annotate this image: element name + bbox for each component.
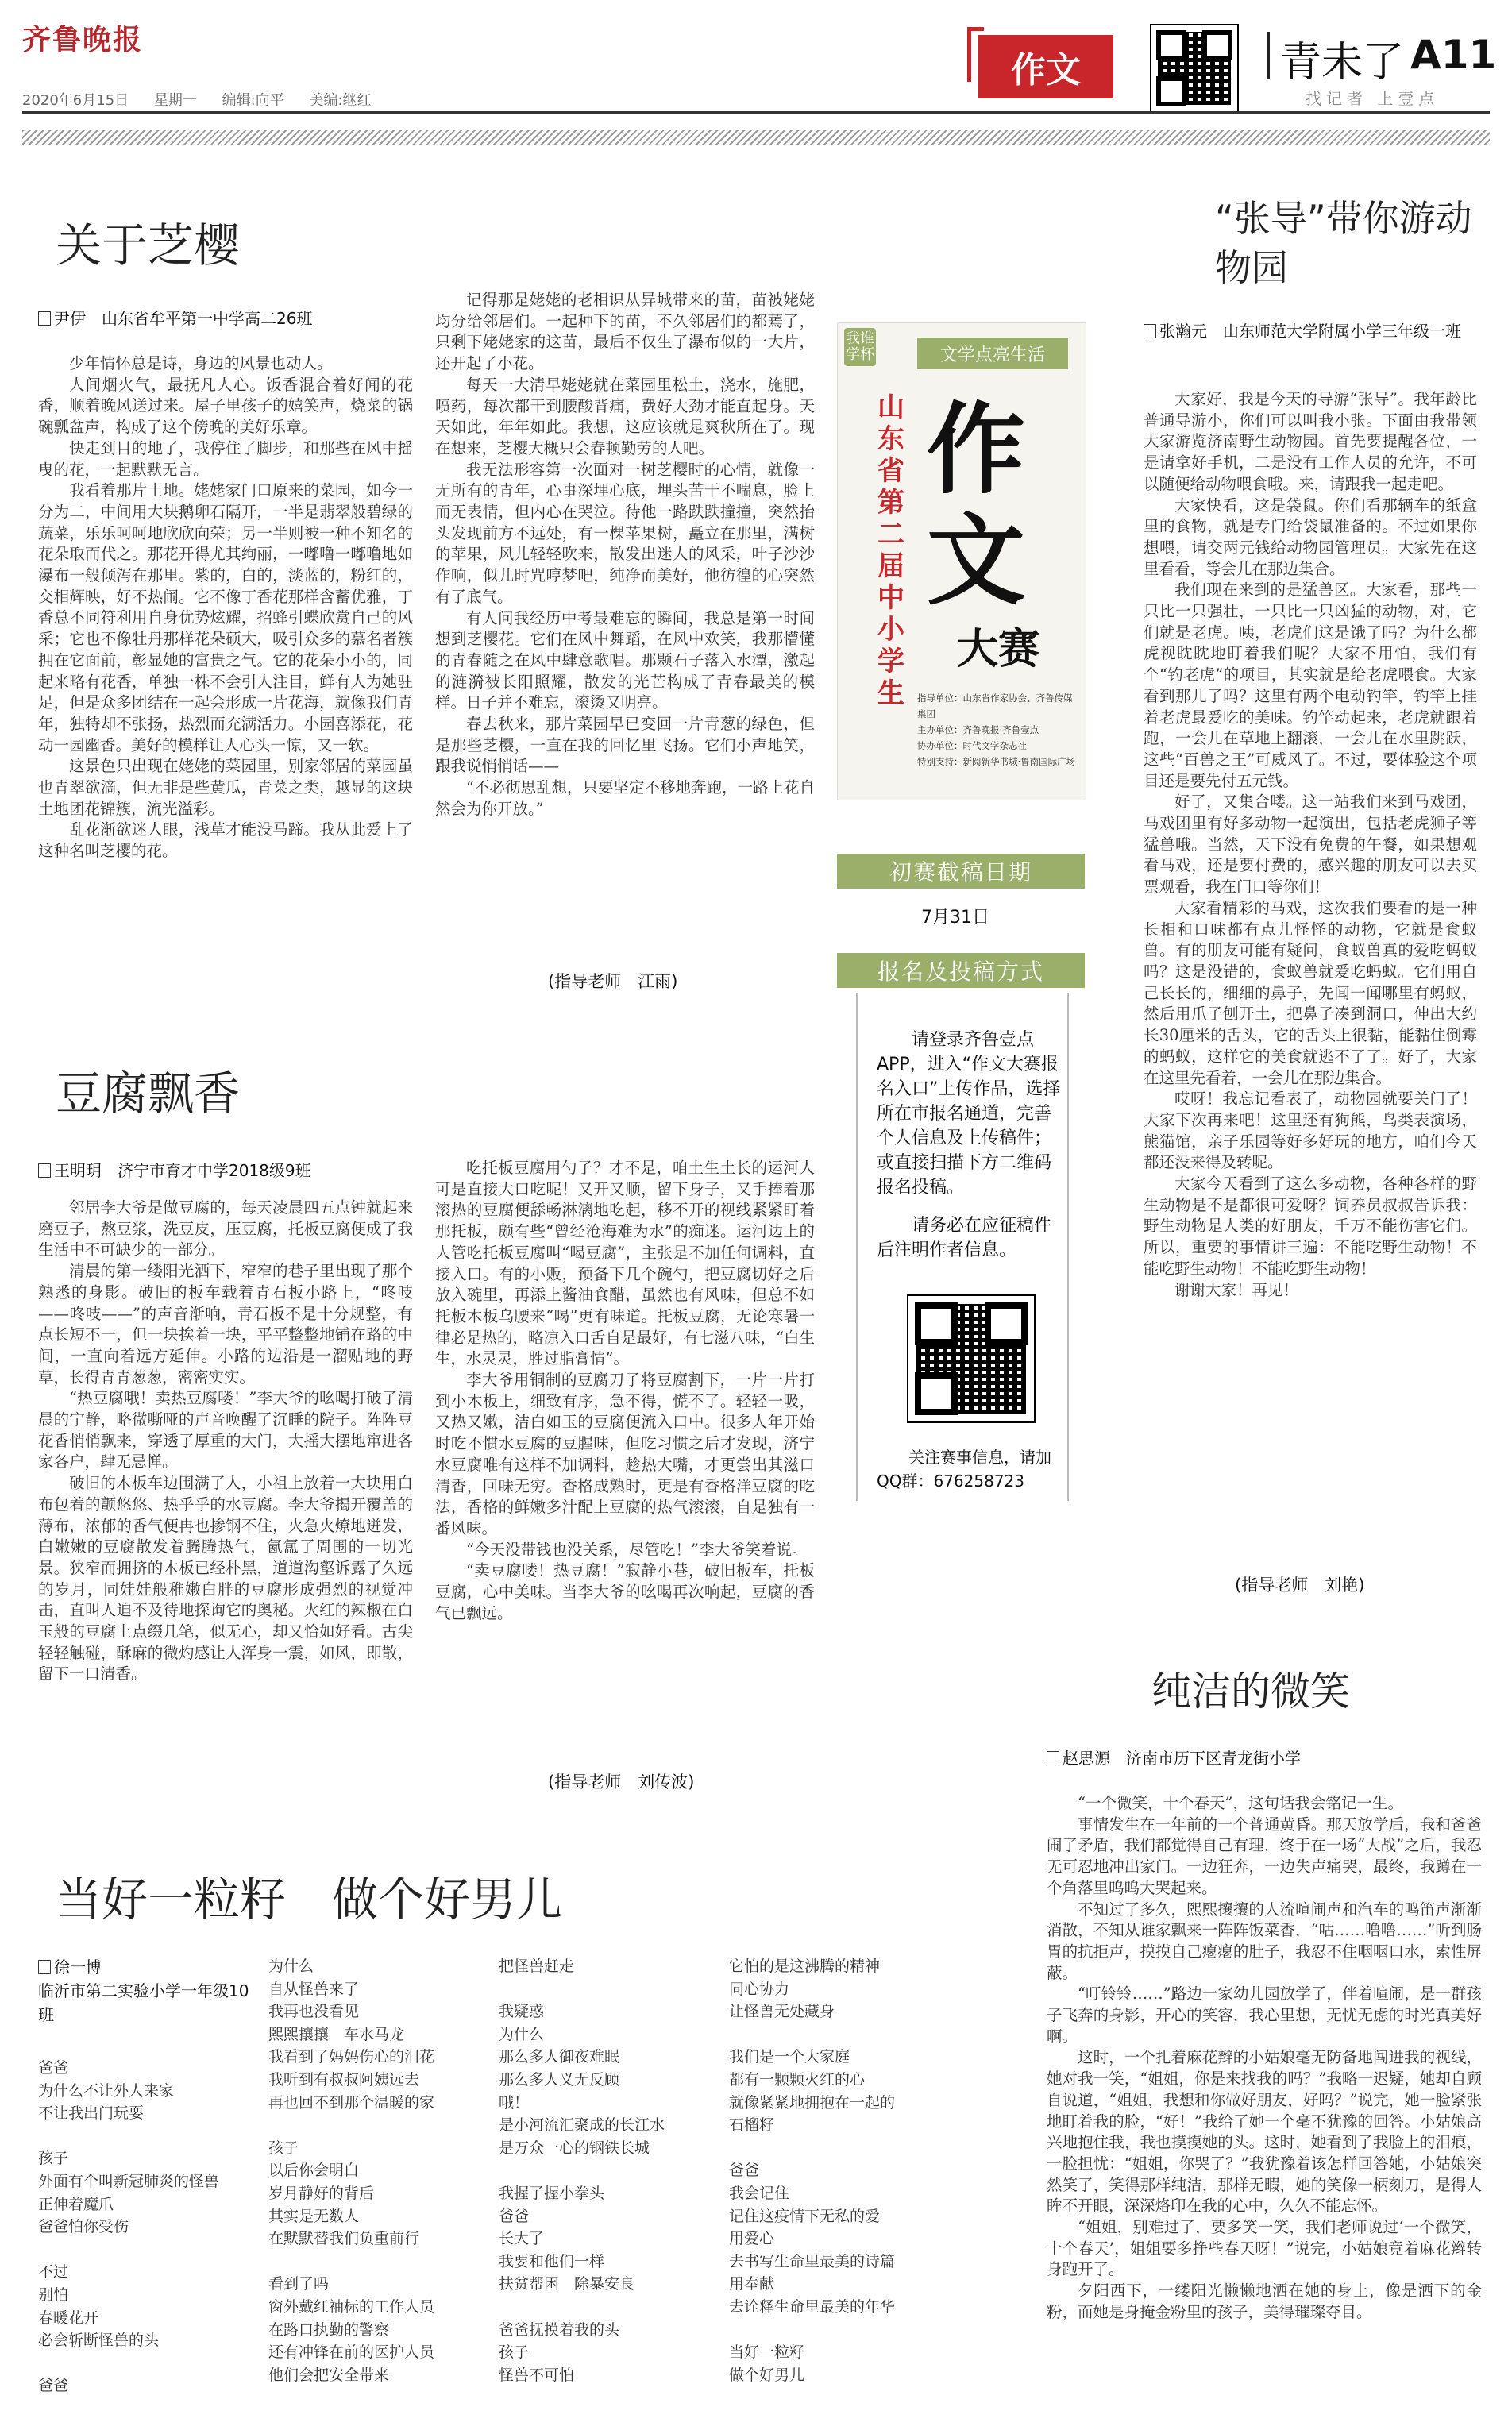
article-title-text: “张导”带你游动物园 bbox=[1215, 197, 1472, 289]
paragraph: 哎呀！我忘记看表了，动物园就要关门了！大家下次再来吧！这里还有狗熊，鸟类表演场，熊猫馆，亲子乐园等好多好玩的地方，咱们今天都还没来得及转呢。 bbox=[1144, 1090, 1477, 1172]
article-byline bbox=[1144, 319, 1477, 343]
article-title bbox=[1215, 194, 1485, 292]
paragraph: 李大爷用铜制的豆腐刀子将豆腐割下，一片一片打到小木板上，细致有序，急不得，慌不了。轻轻一吸，又热又嫩，洁白如玉的豆腐便流入口中。很多人年开始时吃不惯水豆腐的豆腥味，但吃习惯之后才发现，济宁水豆腐唯有这样不加调料，趁热大嘴，才更尝出其滋口清香，回味无穷。香格成熟时，更是有香格洋豆腐的吃法，香格的鲜嫩多汁配上豆腐的热气滚滚，自是独有一番风味。 bbox=[435, 1371, 815, 1537]
paragraph: 这景色只出现在姥姥的菜园里，别家邻居的菜园虽也青翠欲滴，但无非是些黄瓜，青菜之类，越显的这块土地团花锦簇，流光溢彩。 bbox=[38, 757, 413, 818]
submit-banner: 报名及投稿方式 bbox=[837, 953, 1085, 988]
byline-text: 赵思源 济南市历下区青龙街小学 bbox=[1063, 1749, 1301, 1768]
sidebar-frame-left bbox=[856, 993, 858, 1501]
paragraph: “今天没带钱也没关系，尽管吃！”李大爷笑着说。 bbox=[466, 1540, 808, 1559]
teacher-credit: (指导老师 刘艳) bbox=[1235, 1576, 1365, 1595]
paragraph: 大家看精彩的马戏，这次我们要看的是一种长相和口味都有点儿怪怪的动物，它就是食蚁兽。有的朋友可能有疑问，食蚁兽真的爱吃蚂蚁吗？这是没错的，食蚁兽就爱吃蚂蚁。它们用自己长长的，细细的鼻子，先闻一闻哪里有蚂蚁，然后用爪子刨开土，把鼻子凑到洞口，伸出大约长30厘米的舌头，它的舌头上很黏，能黏住倒霉的蚂蚁，这样它的美食就逃不了了。好了，大家在这里先看着，一会儿在那边集合。 bbox=[1144, 898, 1477, 1087]
header-rule bbox=[22, 111, 1490, 114]
page-subtitle: 找记者 上壹点 bbox=[1306, 89, 1440, 108]
sponsor-line: 协办单位：时代文学杂志社 bbox=[917, 740, 1027, 751]
designer: 美编:继红 bbox=[309, 92, 372, 109]
poster-big-title: 作文 bbox=[927, 393, 1026, 619]
poster-vertical-title: 山东省第二届中小学生 bbox=[878, 392, 904, 709]
qq-number: 676258723 bbox=[933, 1472, 1025, 1491]
article-column bbox=[1144, 389, 1477, 1572]
paragraph: 我无法形容第一次面对一树芝樱时的心情，就像一无所有的青年，心事深埋心底，埋头苦干不喘息，脸上而无表情，但内心在哭泣。待他一路跌跌撞撞，突然抬头发现前方不远处，有一棵苹果树，矗立在那里，满树的苹果，风儿轻轻吹来，散发出迷人的风采，叶子沙沙作响，似儿时咒哼梦吧，纯净而美好，他彷徨的心突然有了底气。 bbox=[435, 460, 815, 606]
paragraph: 大家快看，这是袋鼠。你们看那辆车的纸盒里的食物，就是专门给袋鼠准备的。不过如果你想喂，请交两元钱给动物园管理员。大家先在这里看看，等会儿在那边集合。 bbox=[1144, 496, 1477, 578]
article-byline bbox=[1047, 1745, 1301, 1769]
paragraph: “热豆腐哦！卖热豆腐喽！”李大爷的吆喝打破了清晨的宁静，略微嘶哑的声音唤醒了沉睡的院子。阵阵豆花香悄悄飘来，穿透了厚重的大门，大摇大摆地窜进各家各户，肆无忌惮。 bbox=[38, 1389, 413, 1472]
submit-note: 请务必在应征稿件后注明作者信息。 bbox=[877, 1216, 1052, 1260]
article-column bbox=[435, 1158, 815, 1769]
paragraph: “叮铃铃……”路边一家幼儿园放学了，伴着喧闹，是一群孩子飞奔的身影，开心的笑容，我心里想，无忧无虑的时光真美好啊。 bbox=[1047, 1985, 1482, 2046]
poem-column: 为什么 自从怪兽来了 我再也没看见 熙熙攘攘 车水马龙 我看到了妈妈伤心的泪花 我听到有叔叔阿姨远去 再也回不到那个温暖的家 孩子 以后你会明白 岁月静好的背后 其实是无数人 在默默替我们负重前行 看到了吗 窗外戴红袖标的工作人员 在路口执勤的警察 还有冲锋在前的医护人员 他们会把安全带来 bbox=[268, 1958, 435, 2384]
paragraph: 乱花渐欲迷人眼，浅草才能没马蹄。我从此爱上了这种名叫芝樱的花。 bbox=[38, 820, 413, 861]
article-column bbox=[38, 353, 413, 997]
teacher-credit: (指导老师 江雨) bbox=[548, 972, 678, 991]
byline-box-icon bbox=[1144, 324, 1156, 338]
paragraph: 不知过了多久，熙熙攘攘的人流喧闹声和汽车的鸣笛声渐渐消散，不知从谁家飘来一阵阵饭菜香，“咕……噜噜……”听到肠胃的抗拒声，摸摸自己瘪瘪的肚子，我忍不住咽咽口水，索性屏蔽。 bbox=[1047, 1900, 1482, 1982]
byline-box-icon bbox=[38, 1960, 51, 1974]
byline-box-icon bbox=[38, 311, 51, 326]
poster-slogan: 文学点亮生活 bbox=[917, 338, 1068, 369]
weekday: 星期一 bbox=[153, 92, 197, 109]
paragraph: 每天一大清早姥姥就在菜园里松土，浇水，施肥，喷药，每次都干到腰酸背痛，费好大劲才能直起身。天天如此，年年如此。我想，这应该就是爽秋所在了。现在想来，芝樱大概只会春顿勤劳的人吧。 bbox=[435, 375, 815, 457]
header-divider bbox=[1267, 32, 1270, 79]
article-title: 豆腐飘香 bbox=[56, 1067, 241, 1121]
article-byline bbox=[38, 1158, 311, 1181]
paragraph: 春去秋来，那片菜园早已变回一片青葱的绿色，但是那些芝樱，一直在我的回忆里飞扬。它们小声地笑，跟我说悄悄话—— bbox=[435, 715, 815, 776]
article-column bbox=[38, 1198, 413, 1793]
sponsor-line: 主办单位：齐鲁晚报·齐鲁壹点 bbox=[917, 724, 1040, 735]
paragraph: 大家今天看到了这么多动物，各种各样的野生动物是不是都很可爱呀？饲养员叔叔告诉我：野生动物是人类的好朋友，千万不能伤害它们。所以，重要的事情讲三遍：不能吃野生动物！不能吃野生动物！不能吃野生动物！ bbox=[1144, 1175, 1477, 1278]
paragraph: 夕阳西下，一缕阳光懒懒地洒在她的身上，像是洒下的金粉，而她是身掩金粉里的孩子，美得璀璨夺目。 bbox=[1047, 2282, 1482, 2321]
page-name: 青未了 bbox=[1280, 39, 1405, 87]
sidebar-frame-right bbox=[1067, 993, 1069, 1501]
sponsor-line: 特别支持：新阅新华书城·鲁南国际广场 bbox=[917, 756, 1076, 767]
paragraph: 这时，一个扎着麻花辫的小姑娘毫无防备地闯进我的视线，她对我一笑，“姐姐，你是来找我的吗？”我略一迟疑，她却自顾自说道，“姐姐，我想和你做好朋友，好吗？”说完，她一脸紧张地盯着我的脸，“好！”我给了她一个毫不犹豫的回答。小姑娘高兴地抱住我，我也摸摸她的头。这时，她看到了我脸上的泪痕，一脸担忧：“姐姐，你哭了？”我犹豫着该怎样回答她，小姑娘突然笑了，笑得那样纯洁，那样无暇，她的笑像一柄刻刀，是得人眸不开眼，深深烙印在我的心中，久久不能忘怀。 bbox=[1047, 2048, 1482, 2216]
article-column bbox=[1047, 1793, 1482, 2413]
dateline bbox=[22, 89, 392, 110]
byline-name: 徐一博 bbox=[54, 1958, 102, 1977]
teacher-credit: (指导老师 刘传波) bbox=[548, 1772, 695, 1792]
header-hatch-rule bbox=[22, 130, 1490, 145]
byline-school: 临沂市第二实验小学一年级10班 bbox=[38, 1981, 249, 2024]
paragraph: 快走到目的地了，我停住了脚步，和那些在风中摇曳的花，一起默默无言。 bbox=[38, 438, 413, 479]
article-byline bbox=[38, 1955, 253, 2027]
paragraph: “不必彻思乱想，只要坚定不移地奔跑，一路上花自然会为你开放。” bbox=[435, 778, 815, 818]
poem-column: 爸爸 为什么不让外人来家 不让我出门玩耍 孩子 外面有个叫新冠肺炎的怪兽 正伸着魔爪 爸爸怕你受伤 不过 别怕 春暖花开 必会斩断怪兽的头 爸爸 bbox=[38, 2059, 220, 2395]
article-byline bbox=[38, 306, 312, 329]
paragraph: 吃托板豆腐用勺子？才不是，咱土生土长的运河人可是直接大口吃呢！又开又顺，留下身子，又手捧着那滚热的豆腐便舔畅淋漓地吃起，移不开的视线紧紧盯着那托板，颇有些“曾经沧海难为水”的痴迷。运河边上的人管吃托板豆腐叫“喝豆腐”，主张是不加任何调料，直接入口。有的小贩，预备下几个碗勺，把豆腐切好之后放入碗里，再添上酱油食醋，虽然也有风味，但总不如托板木板乌腰来“喝”更有味道。托板豆腐，无论寒暑一律必是热的，略凉入口舌自是最好，有七滋八味，“白生生，水灵灵，胜过脂膏情”。 bbox=[435, 1159, 815, 1368]
byline-text: 张瀚元 山东师范大学附属小学三年级一班 bbox=[1159, 322, 1461, 341]
byline-box-icon bbox=[38, 1163, 51, 1178]
paragraph: 破旧的木板车边围满了人，小祖上放着一大块用白布包着的颤悠悠、热乎乎的水豆腐。李大爷揭开覆盖的薄布，浓郁的香气便冉也掺钢不住，火急火燎地迸发，白嫩嫩的豆腐散发着腾腾热气，氤氲了周围的一切光景。狭窄而拥挤的木板已经朴黑，道道沟壑诉露了久远的岁月，同娃娃般稚嫩白胖的豆腐形成强烈的视觉冲击，直叫人迫不及待地探询它的奥秘。火红的辣椒在白玉般的豆腐上点缀几笔，似无心，却又恰如好看。古尖轻轻触碰，酥麻的微灼感让人浑身一震，如风，即散，留下一口清香。 bbox=[38, 1474, 413, 1684]
article-title: 关于芝樱 bbox=[56, 218, 241, 272]
paragraph: “一个微笑，十个春天”，这句话我会铭记一生。 bbox=[1078, 1794, 1403, 1812]
paragraph: 记得那是姥姥的老相识从异城带来的苗，苗被姥姥均分给邻居们。一起种下的苗，不久邻居们的都蔫了，只剩下姥姥家的这苗，最后不仅生了瀑布似的一大片，还开起了小花。 bbox=[435, 291, 815, 373]
deadline-date: 7月31日 bbox=[921, 908, 989, 928]
byline-text: 王明玥 济宁市育才中学2018级9班 bbox=[54, 1161, 311, 1180]
paragraph: 人间烟火气，最抚凡人心。饭香混合着好闻的花香，顺着晚风送过来。屋子里孩子的嬉笑声，烧菜的锅碗瓢盆声，构成了这个傍晚的美好乐章。 bbox=[38, 375, 413, 437]
page-number: A11 bbox=[1410, 32, 1497, 78]
poem-column: 它怕的是这沸腾的精神 同心协力 让怪兽无处藏身 我们是一个大家庭 都有一颗颗火红的心 就像紧紧地拥抱在一起的 石榴籽 爸爸 我会记住 记住这疫情下无私的爱 用爱心 去书写生命里最美的诗篇 用奉献 去诠释生命里最美的年华 当好一粒籽 做个好男儿 bbox=[729, 1958, 896, 2384]
submission-qr-code-icon[interactable] bbox=[907, 1294, 1036, 1423]
paragraph: 谢谢大家！再见！ bbox=[1174, 1280, 1299, 1299]
follow-label: 关注赛事信息，请加QQ群： bbox=[877, 1448, 1051, 1491]
paragraph: 我们现在来到的是猛兽区。大家看，那些一只比一只强壮，一只比一只凶猛的动物，对，它们就是老虎。咦，老虎们这是饿了吗？为什么都虎视眈眈地盯着我们呢？大家不用怕，我们有个“钓老虎”的项目，其实就是给老虎喂食。大家看到那儿了吗？这里有两个电动钓竿，钓竿上挂着老虎最爱吃的美味。钓竿动起来，老虎就跟着跑，一会儿在草地上翻滚，一会儿在水里跳跃，这些“百兽之王”可威风了。不过，要体验这个项目还是要先付五元钱。 bbox=[1144, 581, 1477, 790]
submit-instructions: 请登录齐鲁壹点APP，进入“作文大赛报名入口”上传作品，选择所在市报名通道，完善个人信息及上传稿件；或直接扫描下方二维码报名投稿。 bbox=[877, 1030, 1061, 1198]
paragraph: 少年情怀总是诗，身边的风景也动人。 bbox=[69, 354, 333, 372]
poem-column: 把怪兽赶走 我疑惑 为什么 那么多人御夜难眠 那么多人义无反顾 哦！ 是小河流汇聚成的长江水 是万众一心的钢铁长城 我握了握小拳头 爸爸 长大了 我要和他们一样 扶贫帮困 除暴安良 爸爸抚摸着我的头 孩子 怪兽不可怕 bbox=[499, 1958, 665, 2384]
follow-text bbox=[877, 1445, 1064, 1493]
deadline-banner: 初赛截稿日期 bbox=[837, 854, 1085, 889]
paragraph: 邻居李大爷是做豆腐的，每天凌晨四五点钟就起来磨豆子，熬豆浆，洗豆皮，压豆腐，托板豆腐便成了我生活中不可缺少的一部分。 bbox=[38, 1198, 413, 1259]
article-column bbox=[435, 290, 815, 973]
byline-box-icon bbox=[1047, 1751, 1059, 1765]
paragraph: 好了，又集合喽。这一站我们来到马戏团，马戏团里有好多动物一起演出，包括老虎狮子等猛兽哦。当然，天下没有免费的午餐，如果想观看马戏，还是要付费的，感兴趣的朋友可以去买票观看，我在门口等你们！ bbox=[1144, 793, 1477, 897]
article-title: 当好一粒籽 做个好男儿 bbox=[56, 1873, 563, 1927]
poster-big-subtitle: 大赛 bbox=[957, 626, 1040, 673]
paragraph: 我看着那片土地。姥姥家门口原来的菜园，如今一分为二，中间用大块鹅卵石隔开，一半是翡翠般碧绿的蔬菜，乐乐呵呵地欣欣向荣；另一半则被一种不知名的花朵取而代之。那花开得尤其绚丽，一嘟噜一嘟噜地如瀑布一般倾泻在那里。紫的，白的，淡蓝的，粉红的，交相辉映，好不热闹。它不像丁香花那样含蓄优雅，丁香总不同符利用自身优势炫耀，招蜂引蝶欣赏自己的风采；它也不像牡丹那样花朵硕大，吸引众多的慕名者簇拥在它面前，彰显她的富贵之气。它的花朵小小的，同起来略有花香，单独一株不会引人注目，鲜有人为她驻足，但是众多团结在一起会形成一片花海，就像我们青年，独特却不张扬，热烈而充满活力。小园喜添花，花动一园幽香。美好的模样让人心头一惊，又一软。 bbox=[38, 481, 413, 754]
byline-text: 尹伊 山东省牟平第一中学高二26班 bbox=[54, 309, 313, 328]
paragraph: 有人问我经历中考最难忘的瞬间，我总是第一时间想到芝樱花。它们在风中舞蹈，在风中欢笑，我那懵懂的青春随之在风中肆意歌唱。那颗石子落入水潭，激起的涟漪被长阳照耀，散发的光芒构成了青春最美的模样。日子并不难忘，滚烫又明亮。 bbox=[435, 608, 815, 712]
editor: 编辑:向平 bbox=[222, 92, 284, 109]
contest-poster bbox=[837, 322, 1086, 800]
paragraph: 事情发生在一年前的一个普通黄昏。那天放学后，我和爸爸闹了矛盾，我们都觉得自己有理，终于在一场“大战”之后，我忍无可忍地冲出家门。一边狂奔，一边失声痛哭，最终，我蹲在一个角落里呜呜大哭起来。 bbox=[1047, 1815, 1482, 1897]
poster-corner-badge: 我谁学杯 bbox=[844, 328, 876, 366]
paragraph: 大家好，我是今天的导游“张导”。我年龄比普通导游小，你们可以叫我小张。下面由我带领大家游览济南野生动物园。首先要提醒各位，一是请拿好手机，二是没有工作人员的允许，不可以随便给动物喂食哦。来，请跟我一起走吧。 bbox=[1144, 390, 1477, 493]
article-title: 纯洁的微笑 bbox=[1151, 1668, 1350, 1715]
date: 2020年6月15日 bbox=[22, 92, 129, 109]
poster-sponsor-list bbox=[917, 690, 1081, 770]
sponsor-line: 指导单位：山东省作家协会、齐鲁传媒集团 bbox=[917, 692, 1073, 719]
newspaper-logo: 齐鲁晚报 bbox=[22, 23, 144, 56]
header-qr-code-icon bbox=[1150, 24, 1239, 113]
paragraph: 清晨的第一缕阳光洒下，窄窄的巷子里出现了那个熟悉的身影。破旧的板车载着青石板小路上，“咚吱——咚吱——”的声音渐响，青石板不是十分规整，有点长短不一，但一块挨着一块，平平整整地铺在路的中间，一直向着远方延伸。小路的边沿是一溜贴地的野草，长得青青葱葱，密密实实。 bbox=[38, 1262, 413, 1387]
paragraph: “姐姐，别难过了，要多笑一笑，我们老师说过‘一个微笑，十个春天’，姐姐要多挣些春天呀！”说完，小姑娘竟着麻花辫转身跑开了。 bbox=[1047, 2218, 1482, 2279]
paragraph: “卖豆腐喽！热豆腐！”寂静小巷，破旧板车，托板豆腐，心中美味。当李大爷的吆喝再次响起，豆腐的香气已飘远。 bbox=[435, 1561, 815, 1622]
section-tag: 作文 bbox=[978, 35, 1113, 98]
